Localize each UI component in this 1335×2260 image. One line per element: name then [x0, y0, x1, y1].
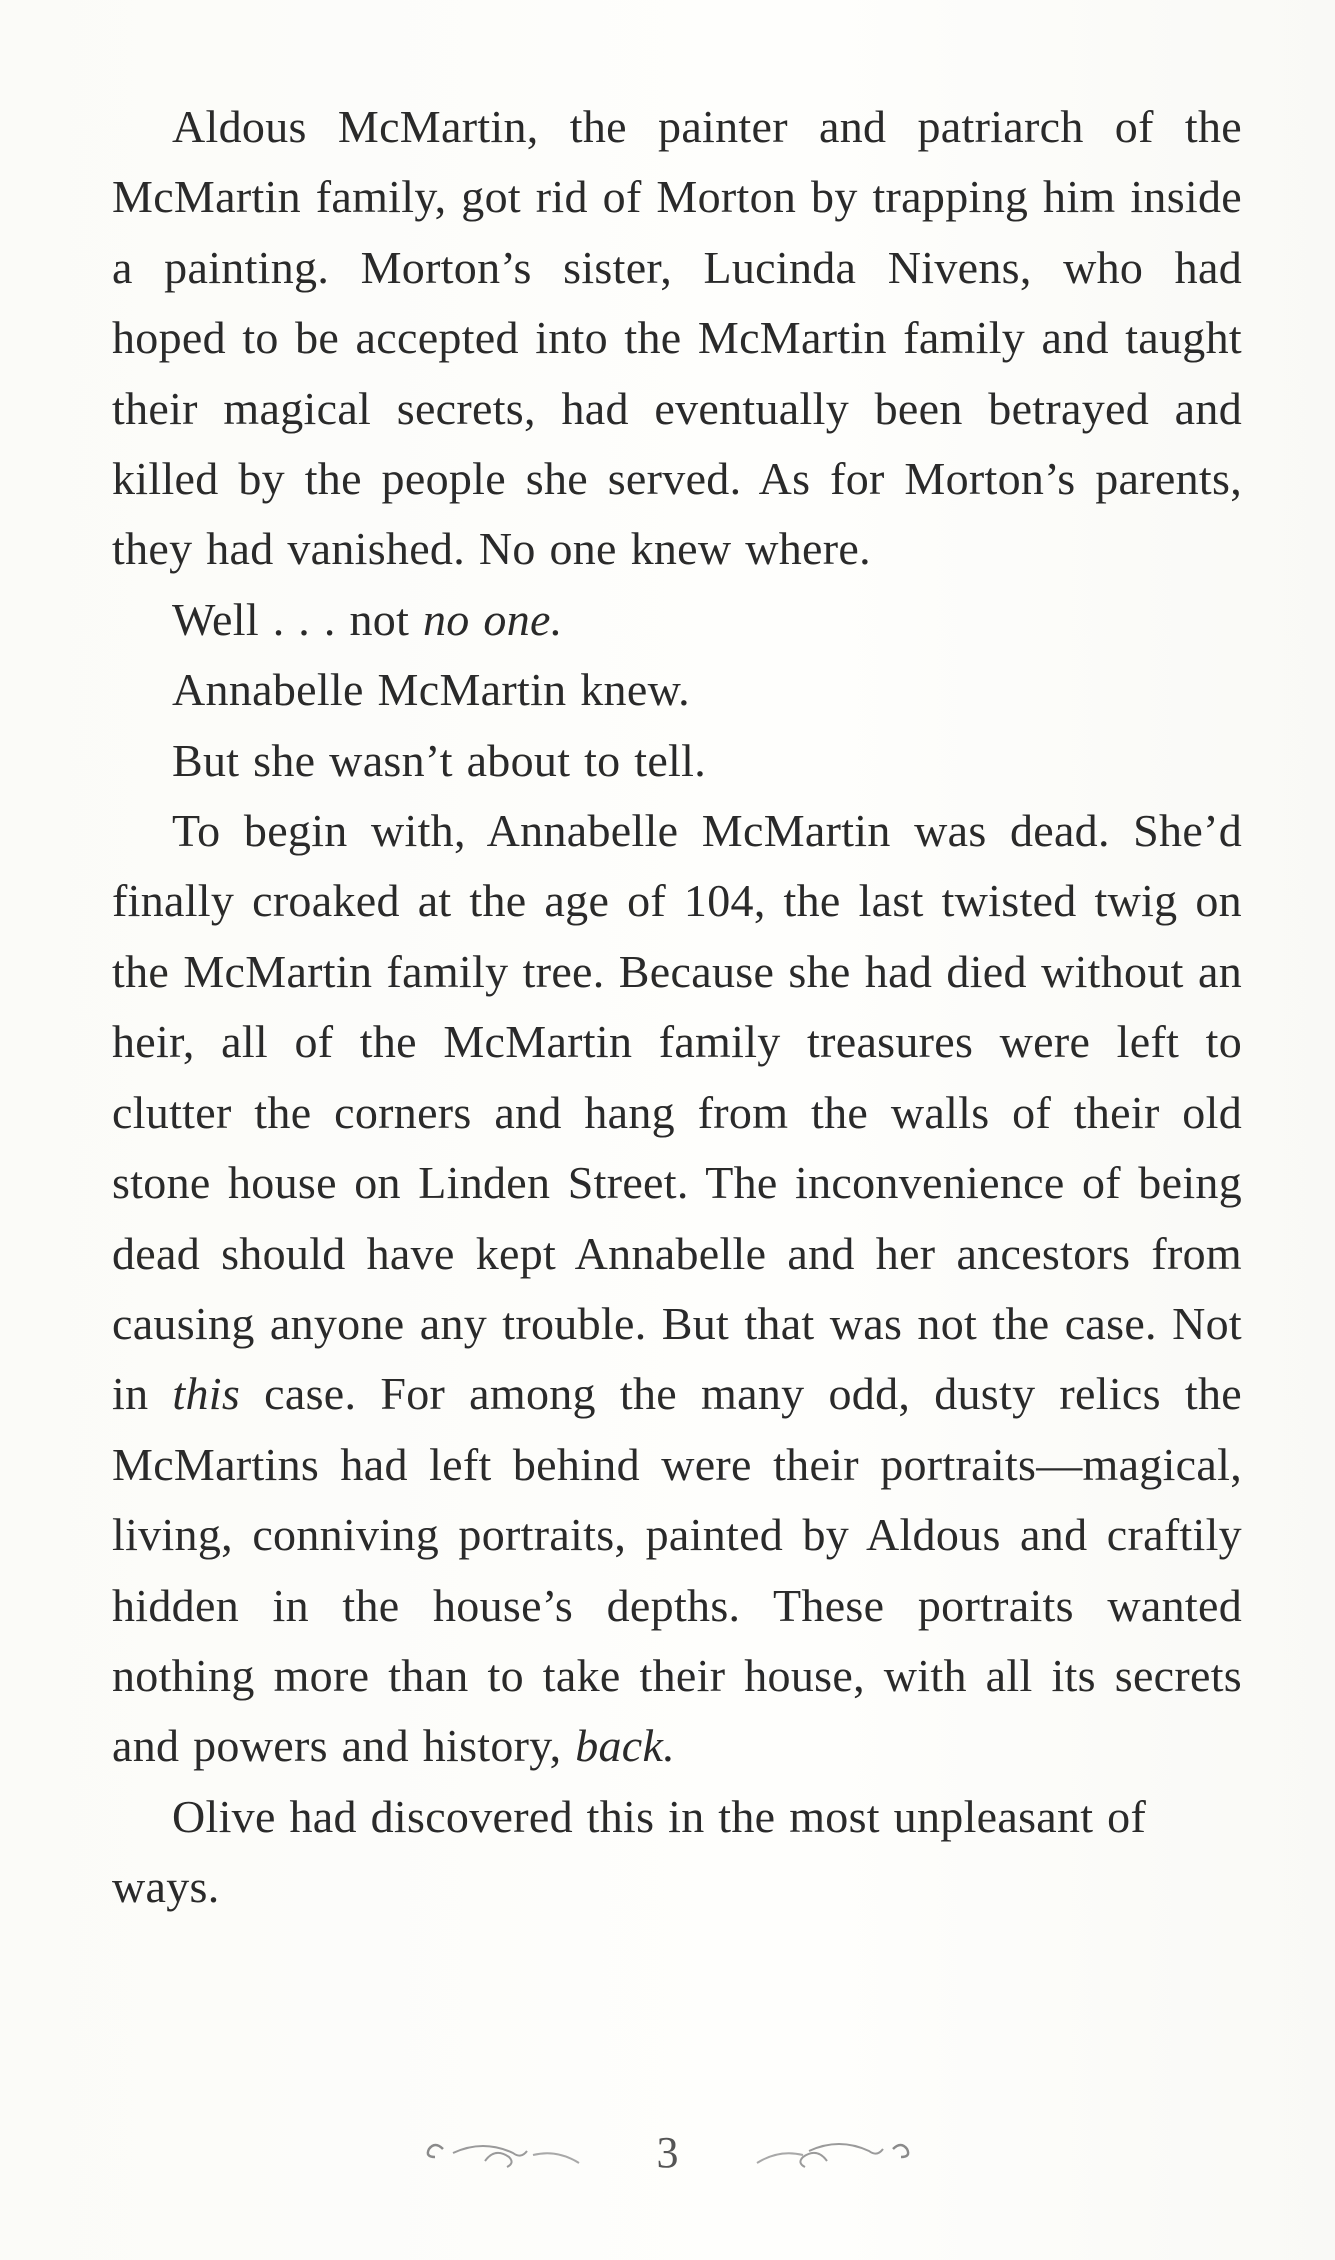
right-flourish-icon: [723, 2127, 923, 2177]
paragraph-2-text: Well . . . not: [172, 593, 423, 645]
paragraph-2-emphasis: no one.: [423, 593, 563, 645]
paragraph-6-text: Olive had discovered this in the most unpleasant of ways.: [112, 1790, 1147, 1913]
paragraph-4: [112, 726, 1242, 796]
left-flourish-icon: [413, 2127, 613, 2177]
page-number: 3: [656, 2127, 679, 2177]
body-text: [112, 92, 1242, 1923]
paragraph-6: [112, 1782, 1242, 1923]
paragraph-5-emphasis-this: this: [172, 1368, 241, 1420]
paragraph-3-text: Annabelle McMartin knew.: [172, 664, 690, 716]
page-footer: [0, 2112, 1335, 2192]
paragraph-5-text-b: case. For among the many odd, dusty relics the McMartins had left behind were their portraits—magical, living, conniving portraits, painted by Aldous and craftily hidden in the house’s depths. These portraits wanted nothing more than to take their house, with all its secrets and powers and history,: [112, 1368, 1242, 1772]
paragraph-1-text: Aldous McMartin, the painter and patriarch of the McMartin family, got rid of Morton by trapping him inside a painting. Morton’s sister, Lucinda Nivens, who had hoped to be accepted into the McMartin family and taught their magical secrets, had eventually been betrayed and killed by the people she served. As for Morton’s parents, they had vanished. No one knew where.: [112, 101, 1242, 575]
paragraph-3: [112, 655, 1242, 725]
paragraph-5-text-a: To begin with, Annabelle McMartin was dead. She’d finally croaked at the age of 104, the last twisted twig on the McMartin family tree. Because she had died without an heir, all of the McMartin family treasures were left to clutter the corners and hang from the walls of their old stone house on Linden Street. The inconvenience of being dead should have kept Annabelle and her ancestors from causing anyone any trouble. But that was not the case. Not in: [112, 805, 1242, 1420]
paragraph-5: [112, 796, 1242, 1782]
paragraph-2: [112, 585, 1242, 655]
paragraph-4-text: But she wasn’t about to tell.: [172, 734, 707, 786]
paragraph-5-emphasis-back: back.: [575, 1720, 676, 1772]
paragraph-1: [112, 92, 1242, 585]
